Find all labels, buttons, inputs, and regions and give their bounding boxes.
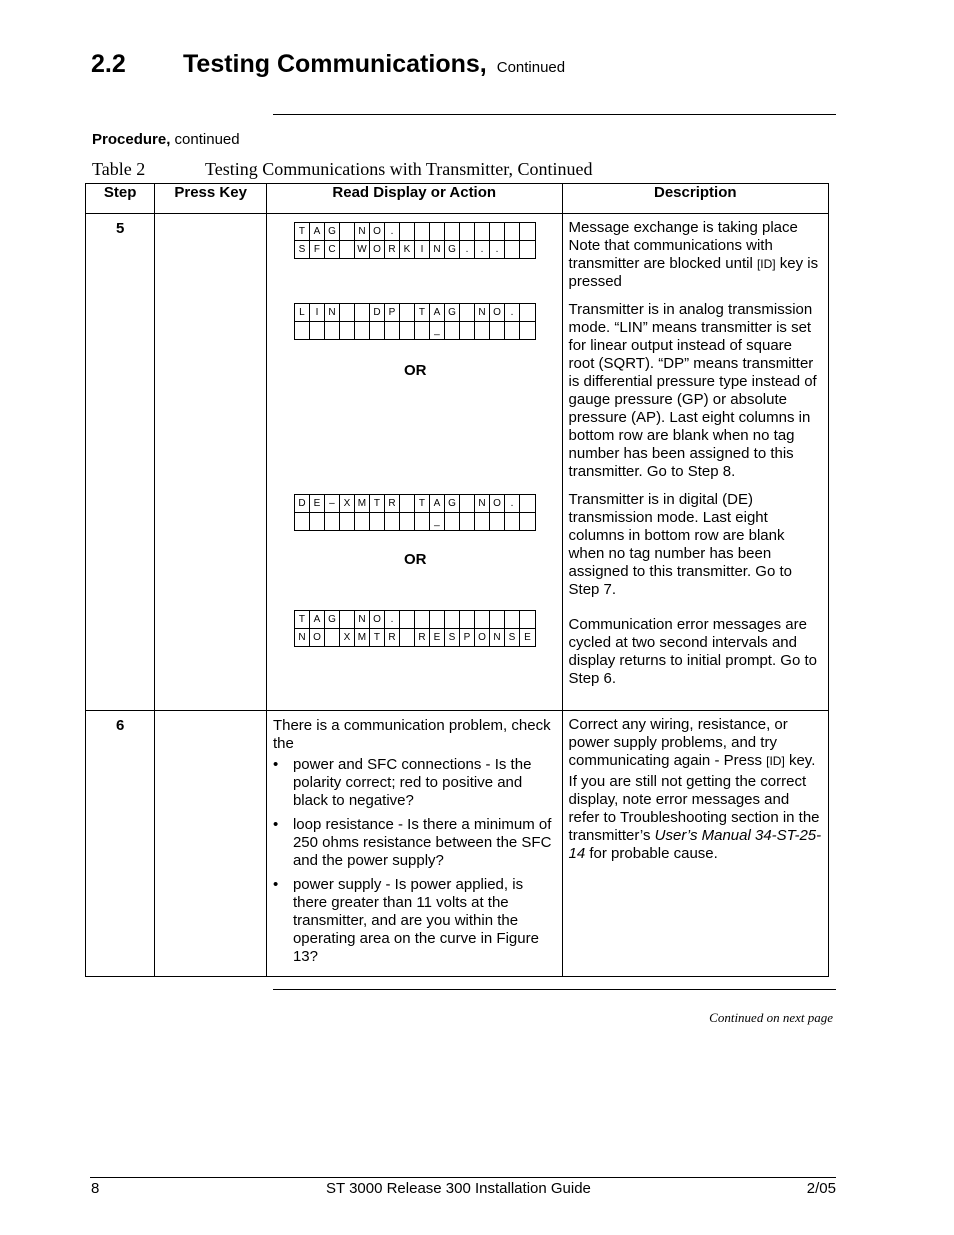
lcd-cell	[475, 513, 490, 530]
lcd-cell: .	[475, 241, 490, 258]
lcd-cell	[445, 223, 460, 240]
lcd-cell	[520, 304, 535, 321]
procedure-label-suffix: continued	[174, 131, 240, 148]
lcd-cell	[340, 611, 355, 628]
press-key-cell	[155, 214, 267, 711]
table-caption-title: Testing Communications with Transmitter, Continued	[205, 159, 593, 179]
lcd-cell: .	[385, 223, 400, 240]
lcd-row	[295, 304, 535, 321]
lcd-cell: R	[385, 495, 400, 512]
lcd-row	[295, 495, 535, 512]
lcd-cell	[415, 611, 430, 628]
step-number: 5	[86, 214, 155, 711]
lcd-display-sfc-working	[294, 222, 536, 259]
lcd-cell: N	[355, 223, 370, 240]
list-item	[273, 876, 556, 966]
lcd-cell	[505, 322, 520, 339]
bullet-icon: •	[272, 816, 279, 833]
lcd-cell: N	[490, 629, 505, 646]
section-title-text: Testing Communications,	[183, 50, 487, 78]
lcd-cell: A	[310, 611, 325, 628]
lcd-cell	[400, 304, 415, 321]
lcd-cell: O	[310, 629, 325, 646]
list-item-text: power supply - Is power applied, is there greater than 11 volts at the transmitter, and are you within the operating area on the curve in Figure 13?	[292, 876, 539, 965]
lcd-cell: .	[460, 241, 475, 258]
header-press-key: Press Key	[155, 184, 267, 214]
lcd-cell	[400, 611, 415, 628]
lcd-cell	[400, 322, 415, 339]
lcd-cell	[505, 513, 520, 530]
id-key: [ID]	[756, 257, 776, 271]
lcd-cell: M	[355, 495, 370, 512]
lcd-display-no-response	[294, 610, 536, 647]
lcd-cell	[385, 322, 400, 339]
lcd-cell: O	[490, 304, 505, 321]
lcd-cell: I	[415, 241, 430, 258]
desc-text: If you are still not getting the correct display, note error messages and refer to Troubleshooting section in the transmitter’s	[568, 773, 820, 844]
lcd-cell	[520, 322, 535, 339]
lcd-cell: _	[430, 322, 445, 339]
table-header-row	[86, 184, 829, 214]
lcd-cell: X	[340, 495, 355, 512]
footer-date: 2/05	[806, 1180, 836, 1197]
lcd-row	[295, 512, 535, 530]
lcd-cell: T	[415, 304, 430, 321]
lcd-cell: M	[355, 629, 370, 646]
lcd-cell: E	[430, 629, 445, 646]
lcd-cell	[490, 322, 505, 339]
lcd-cell: O	[370, 611, 385, 628]
lcd-cell: S	[295, 241, 310, 258]
lcd-cell: I	[310, 304, 325, 321]
lcd-cell: N	[295, 629, 310, 646]
desc-message-exchange	[569, 219, 822, 291]
desc-correct-problems	[569, 716, 822, 770]
lcd-cell	[460, 513, 475, 530]
desc-text: Message exchange is taking place Note that communications with transmitter are blocked until	[568, 219, 798, 272]
lcd-cell	[310, 513, 325, 530]
lcd-cell	[520, 223, 535, 240]
lcd-cell	[445, 322, 460, 339]
lcd-cell	[415, 513, 430, 530]
lcd-cell	[310, 322, 325, 339]
lcd-cell	[385, 513, 400, 530]
lcd-cell	[460, 611, 475, 628]
lcd-cell	[325, 629, 340, 646]
lcd-cell	[460, 322, 475, 339]
desc-text: key.	[784, 752, 816, 769]
header-action: Read Display or Action	[266, 184, 562, 214]
footer-rule	[90, 1177, 836, 1178]
lcd-row	[295, 611, 535, 628]
bullet-icon: •	[272, 876, 279, 893]
lcd-cell	[475, 322, 490, 339]
action-cell	[266, 711, 562, 977]
lcd-cell	[325, 322, 340, 339]
lcd-cell: G	[325, 611, 340, 628]
lcd-cell	[400, 513, 415, 530]
lcd-cell	[520, 241, 535, 258]
lcd-cell	[355, 513, 370, 530]
lcd-cell: R	[385, 629, 400, 646]
lcd-cell	[400, 629, 415, 646]
lcd-cell	[340, 223, 355, 240]
lcd-cell	[460, 223, 475, 240]
lcd-row	[295, 321, 535, 339]
lcd-cell: X	[340, 629, 355, 646]
lcd-cell	[505, 241, 520, 258]
lcd-cell: A	[430, 304, 445, 321]
lcd-cell: T	[295, 611, 310, 628]
desc-comm-error: Communication error messages are cycled at two second intervals and display returns to initial prompt. Go to Step 6.	[568, 616, 817, 687]
continued-on-next-page: Continued on next page	[709, 1010, 833, 1025]
lcd-cell: N	[325, 304, 340, 321]
lcd-cell	[340, 241, 355, 258]
lcd-cell: T	[370, 495, 385, 512]
table-row-step-5	[86, 214, 829, 711]
desc-refer-manual	[569, 773, 822, 863]
lcd-cell	[325, 513, 340, 530]
desc-text: for probable cause.	[585, 845, 718, 862]
lcd-display-digital	[294, 494, 536, 531]
desc-analog-mode: Transmitter is in analog transmission mode. “LIN” means transmitter is set for linear output instead of square root (SQRT). “DP” means transmitter is differential pressure type instead of gauge pressure (GP) or absolute pressure (AP). Last eight columns in bottom row are blank when no tag number has been assigned to this transmitter. Go to Step 8.	[568, 301, 817, 480]
section-title	[183, 50, 565, 79]
procedure-table	[85, 183, 829, 977]
lcd-cell	[490, 223, 505, 240]
lcd-cell	[415, 322, 430, 339]
lcd-cell	[445, 513, 460, 530]
lcd-display-analog	[294, 303, 536, 340]
desc-text: key is pressed	[568, 255, 819, 290]
footer-title: ST 3000 Release 300 Installation Guide	[326, 1180, 591, 1197]
footer-page-number: 8	[91, 1180, 100, 1197]
manual-reference: User’s Manual 34-ST-25-14	[568, 827, 822, 862]
bottom-rule	[273, 989, 836, 990]
lcd-cell: D	[370, 304, 385, 321]
action-cell	[266, 214, 562, 711]
check-list	[273, 756, 556, 966]
lcd-cell	[400, 495, 415, 512]
header-description: Description	[562, 184, 828, 214]
lcd-cell: E	[310, 495, 325, 512]
lcd-cell: N	[475, 304, 490, 321]
lcd-cell: O	[475, 629, 490, 646]
desc-text: Correct any wiring, resistance, or power supply problems, and try communicating again - Press	[568, 716, 788, 769]
or-label: OR	[403, 362, 427, 379]
lcd-cell: T	[295, 223, 310, 240]
list-item-text: loop resistance - Is there a minimum of 250 ohms resistance between the SFC and the power supply?	[292, 816, 552, 869]
lcd-cell: R	[415, 629, 430, 646]
bullet-icon: •	[272, 756, 279, 773]
lcd-cell: .	[505, 304, 520, 321]
lcd-cell	[430, 223, 445, 240]
list-item	[273, 816, 556, 870]
lcd-cell: N	[355, 611, 370, 628]
action-intro: There is a communication problem, check the	[272, 717, 551, 752]
lcd-cell: O	[370, 223, 385, 240]
desc-digital-mode: Transmitter is in digital (DE) transmission mode. Last eight columns in bottom row are blank when no tag number has been assigned to this transmitter. Go to Step 7.	[568, 491, 792, 598]
lcd-cell: G	[445, 304, 460, 321]
lcd-cell: O	[370, 241, 385, 258]
lcd-cell: G	[445, 241, 460, 258]
lcd-cell: P	[385, 304, 400, 321]
lcd-cell	[505, 223, 520, 240]
lcd-cell	[520, 513, 535, 530]
lcd-cell	[370, 322, 385, 339]
lcd-cell: N	[475, 495, 490, 512]
lcd-cell	[490, 611, 505, 628]
id-key: [ID]	[766, 754, 785, 768]
lcd-cell: W	[355, 241, 370, 258]
lcd-cell: N	[430, 241, 445, 258]
section-number: 2.2	[91, 50, 126, 78]
lcd-cell	[505, 611, 520, 628]
lcd-cell	[340, 322, 355, 339]
lcd-cell: T	[370, 629, 385, 646]
table-row-step-6	[86, 711, 829, 977]
lcd-cell: T	[415, 495, 430, 512]
lcd-cell	[340, 513, 355, 530]
lcd-cell: O	[490, 495, 505, 512]
lcd-cell: R	[385, 241, 400, 258]
lcd-row	[295, 240, 535, 258]
lcd-cell	[490, 513, 505, 530]
lcd-cell: –	[325, 495, 340, 512]
lcd-cell	[370, 513, 385, 530]
lcd-cell	[475, 223, 490, 240]
lcd-cell	[415, 223, 430, 240]
lcd-cell	[430, 611, 445, 628]
lcd-cell: P	[460, 629, 475, 646]
lcd-cell	[520, 611, 535, 628]
procedure-label	[92, 131, 240, 148]
lcd-cell: D	[295, 495, 310, 512]
lcd-cell	[520, 495, 535, 512]
lcd-cell: E	[524, 632, 531, 643]
lcd-row	[295, 628, 535, 646]
procedure-label-bold: Procedure,	[92, 131, 171, 148]
lcd-cell	[460, 495, 475, 512]
lcd-cell	[475, 611, 490, 628]
lcd-cell: G	[445, 495, 460, 512]
lcd-cell: A	[430, 495, 445, 512]
lcd-cell: L	[295, 304, 310, 321]
lcd-cell	[340, 304, 355, 321]
lcd-cell	[355, 322, 370, 339]
table-caption	[92, 159, 593, 180]
lcd-cell: G	[325, 223, 340, 240]
lcd-cell: K	[400, 241, 415, 258]
lcd-cell: .	[385, 611, 400, 628]
lcd-cell: _	[430, 513, 445, 530]
or-label: OR	[403, 551, 427, 568]
lcd-cell	[295, 513, 310, 530]
header-rule	[273, 114, 836, 115]
table-caption-label: Table 2	[92, 159, 146, 179]
lcd-cell	[355, 304, 370, 321]
lcd-cell	[400, 223, 415, 240]
lcd-cell	[295, 322, 310, 339]
list-item-text: power and SFC connections - Is the polarity correct; red to positive and black to negative?	[292, 756, 532, 809]
header-step: Step	[86, 184, 155, 214]
lcd-cell	[460, 304, 475, 321]
continued-label: Continued	[496, 59, 566, 76]
lcd-cell: S	[505, 629, 520, 646]
list-item	[273, 756, 556, 810]
description-cell	[562, 214, 828, 711]
description-cell	[562, 711, 828, 977]
lcd-cell: .	[505, 495, 520, 512]
step-number: 6	[86, 711, 155, 977]
lcd-cell: A	[310, 223, 325, 240]
lcd-cell: F	[310, 241, 325, 258]
lcd-cell: S	[445, 629, 460, 646]
lcd-cell	[445, 611, 460, 628]
lcd-cell: .	[490, 241, 505, 258]
lcd-cell: C	[325, 241, 340, 258]
lcd-row	[295, 223, 535, 240]
press-key-cell	[155, 711, 267, 977]
